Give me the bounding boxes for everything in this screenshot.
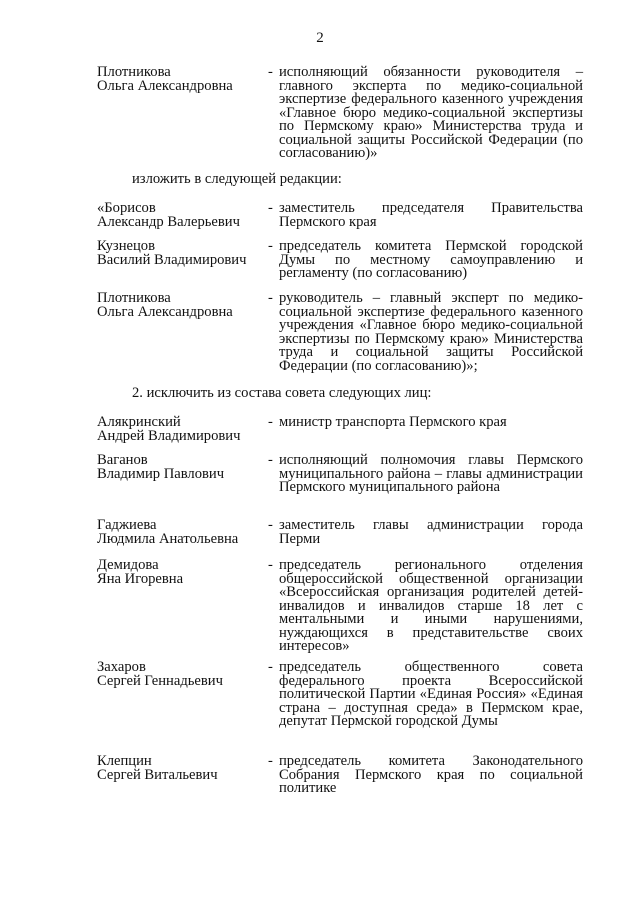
- member-name: [97, 66, 267, 93]
- section-heading: 2. исключить из состава совета следующих лиц:: [132, 385, 432, 401]
- member-name: [97, 416, 267, 443]
- member-given-names: Андрей Владимирович: [97, 427, 241, 444]
- member-role: председатель комитета Законодательного Собрания Пермского края по социальной политике: [279, 753, 583, 796]
- member-name: [97, 292, 267, 319]
- page-number: 2: [316, 30, 324, 46]
- member-given-names: Сергей Геннадьевич: [97, 672, 223, 689]
- member-role: председатель общественного совета федерального проекта Всероссийской политической Партии «Единая Россия» «Единая страна – доступная среда» в Пермском крае, депутат Пермской городской Думы: [279, 659, 583, 729]
- member-surname: Ваганов: [97, 452, 148, 468]
- member-surname: Захаров: [97, 659, 146, 675]
- member-given-names: Василий Владимирович: [97, 251, 247, 268]
- separator-dash: -: [268, 753, 273, 769]
- member-surname: Алякринский: [97, 414, 181, 430]
- member-given-names: Сергей Витальевич: [97, 766, 218, 783]
- member-surname: Кузнецов: [97, 238, 155, 254]
- member-name: [97, 661, 267, 688]
- member-given-names: Ольга Александровна: [97, 77, 233, 94]
- member-role: руководитель – главный эксперт по медико-социальной экспертизе федерального казенного учреждения «Главное бюро медико-социальной экспертизы по Пермскому краю» Министерства труда и социальной защиты Российской Федерации (по согласованию)»;: [279, 290, 583, 374]
- member-name: [97, 240, 267, 267]
- separator-dash: -: [268, 414, 273, 430]
- member-given-names: Владимир Павлович: [97, 465, 225, 482]
- separator-dash: -: [268, 238, 273, 254]
- member-name: [97, 519, 267, 546]
- member-name: [97, 559, 267, 586]
- member-role: исполняющий полномочия главы Пермского муниципального района – главы администрации Пермского муниципального района: [279, 452, 583, 495]
- member-surname: Плотникова: [97, 64, 171, 80]
- member-surname: «Борисов: [97, 200, 156, 216]
- separator-dash: -: [268, 659, 273, 675]
- member-given-names: Яна Игоревна: [97, 570, 184, 587]
- member-given-names: Александр Валерьевич: [97, 213, 240, 230]
- member-name: [97, 454, 267, 481]
- member-role: министр транспорта Пермского края: [279, 414, 507, 430]
- member-role: председатель комитета Пермской городской Думы по местному самоуправлению и регламенту (по согласованию): [279, 238, 583, 281]
- separator-dash: -: [268, 557, 273, 573]
- member-surname: Плотникова: [97, 290, 171, 306]
- section-heading: изложить в следующей редакции:: [132, 171, 342, 187]
- separator-dash: -: [268, 64, 273, 80]
- member-surname: Гаджиева: [97, 517, 157, 533]
- member-given-names: Ольга Александровна: [97, 303, 233, 320]
- member-given-names: Людмила Анатольевна: [97, 530, 239, 547]
- member-role: председатель регионального отделения общероссийской общественной организации «Всероссийская организация родителей детей-инвалидов и инвалидов старше 18 лет с ментальными и иными нарушениями, нуждающихся в представительстве своих интересов»: [279, 557, 583, 654]
- member-surname: Демидова: [97, 557, 159, 573]
- member-role: заместитель главы администрации города Перми: [279, 517, 583, 547]
- member-role: исполняющий обязанности руководителя – главного эксперта по медико-социальной экспертизе федерального казенного учреждения «Главное бюро медико-социальной экспертизы по Пермскому краю» Министерства труда и социальной защиты Российской Федерации (по согласованию)»: [279, 64, 583, 161]
- separator-dash: -: [268, 517, 273, 533]
- separator-dash: -: [268, 290, 273, 306]
- separator-dash: -: [268, 452, 273, 468]
- member-name: [97, 755, 267, 782]
- member-surname: Клепцин: [97, 753, 152, 769]
- member-name: [97, 202, 267, 229]
- separator-dash: -: [268, 200, 273, 216]
- member-role: заместитель председателя Правительства Пермского края: [279, 200, 583, 230]
